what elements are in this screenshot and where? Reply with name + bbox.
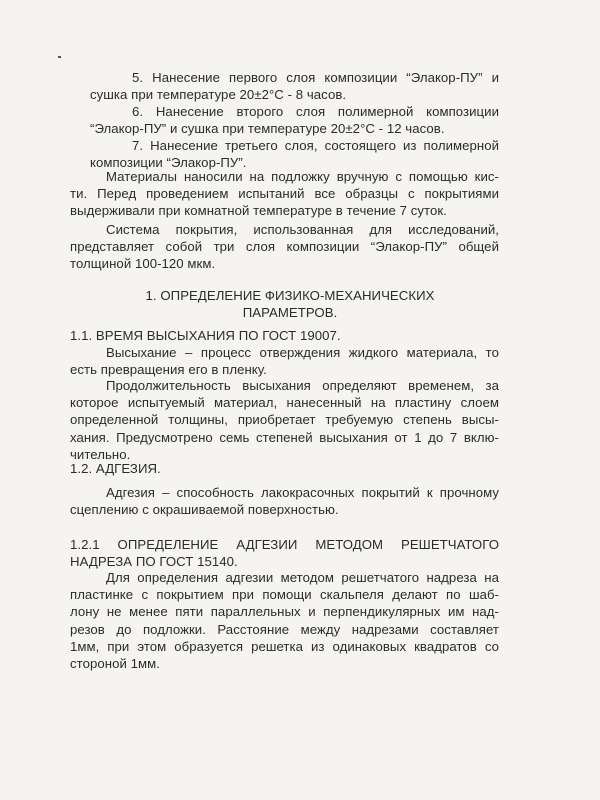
paragraph-system-line-3: толщиной 100-120 мкм. [70,256,216,272]
section-1-2-1-heading-line-1: 1.2.1 ОПРЕДЕЛЕНИЕ АДГЕЗИИ МЕТОДОМ РЕШЕТЧАТОГО [70,537,499,552]
section-1-title-line-2: ПАРАМЕТРОВ. [242,305,338,321]
paragraph-materials-line-1: Материалы наносили на подложку вручную с помощью кис- [106,169,499,184]
paragraph-materials-line-3: выдерживали при комнатной температуре в течение 7 суток. [70,203,447,219]
section-1-2-heading [70,460,499,477]
paragraph-system-line-1: Система покрытия, использованная для исследований, [106,222,499,237]
section-1-2-1-paragraph-1 [70,569,499,672]
list-item-5 [90,69,499,103]
list-item-5-line-1: 5. Нанесение первого слоя композиции “Элакор-ПУ” и [132,70,499,85]
section-1-1-heading-text: 1.1. ВРЕМЯ ВЫСЫХАНИЯ ПО ГОСТ 19007. [70,328,341,343]
section-1-2-1-heading [70,536,499,570]
paragraph-materials-line-2: ти. Перед проведением испытаний все образцы с покрытиями [70,186,499,202]
section-1-1-p1-line-2: есть превращения его в пленку. [70,362,267,378]
paragraph-system-line-2: представляет собой три слоя композиции “Элакор-ПУ” общей [70,239,499,255]
list-item-5-line-2: сушка при температуре 20±2°С - 8 часов. [90,87,347,103]
list-item-6-line-2: “Элакор-ПУ” и сушка при температуре 20±2°С - 12 часов. [90,121,445,137]
section-1-2-1-p1-line-5: 1мм, при этом образуется решетка из одинаковых квадратов со [70,638,499,654]
paragraph-system [70,221,499,273]
section-1-2-heading-text: 1.2. АДГЕЗИЯ. [70,461,161,476]
section-1-2-1-p1-line-2: пластинке с покрытием при помощи скальпеля делают по шаб- [70,587,499,603]
section-1-1-p2-line-5: чительно. [70,446,131,462]
scan-mark [58,56,61,58]
section-1-1-p2-line-3: определенной толщины, приобретает требуемую степень высы- [70,412,499,428]
section-1-1-heading [70,327,499,344]
section-1-1-p2-line-4: хания. Предусмотрено семь степеней высыхания от 1 до 7 вклю- [70,429,499,445]
section-1-title [120,287,460,321]
list-item-7-line-1: 7. Нанесение третьего слоя, состоящего из полимерной [132,138,499,153]
section-1-1-p1-line-1: Высыхание – процесс отверждения жидкого материала, то [106,345,499,360]
section-1-2-p1-line-2: сцеплению с окрашиваемой поверхностью. [70,502,339,518]
section-1-1-paragraph-1 [70,344,499,378]
section-1-2-1-heading-line-2: НАДРЕЗА ПО ГОСТ 15140. [70,554,238,570]
section-1-1-paragraph-2 [70,377,499,463]
section-1-2-1-p1-line-1: Для определения адгезии методом решетчатого надреза на [106,570,499,585]
section-1-1-p2-line-2: которое испытуемый материал, нанесенный на пластину слоем [70,395,499,411]
section-1-2-1-p1-line-3: лону не менее пяти параллельных и перпендикулярных им над- [70,604,499,620]
list-item-6-line-1: 6. Нанесение второго слоя полимерной композиции [132,104,499,119]
section-1-1-p2-line-1: Продолжительность высыхания определяют временем, за [106,378,499,393]
section-1-2-1-p1-line-4: резов до подложки. Расстояние между надрезами составляет [70,621,499,637]
section-1-2-p1-line-1: Адгезия – способность лакокрасочных покрытий к прочному [106,485,499,500]
list-item-6 [90,103,499,137]
section-1-2-paragraph-1 [70,484,499,518]
paragraph-materials [70,168,499,220]
list-item-7-line-2: композиции “Элакор-ПУ”. [90,155,247,171]
section-1-title-line-1: 1. ОПРЕДЕЛЕНИЕ ФИЗИКО-МЕХАНИЧЕСКИХ [145,288,435,303]
section-1-2-1-p1-line-6: стороной 1мм. [70,656,160,672]
list-item-7 [90,137,499,171]
